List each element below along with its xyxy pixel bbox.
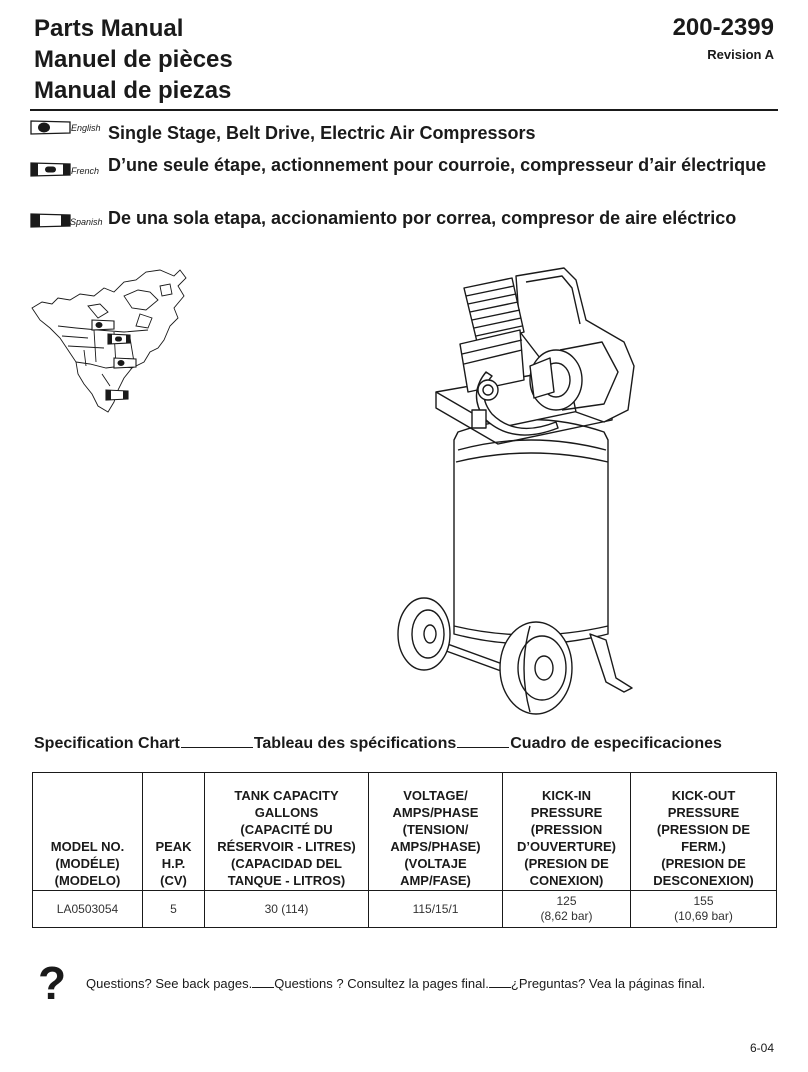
cell-model: LA0503054 <box>33 891 143 928</box>
spec-heading-french: Tableau des spécifications <box>253 735 457 752</box>
header-kick-out: KICK-OUT PRESSURE (PRESSION DE FERM.) (PRESION DE DESCONEXION) <box>631 773 777 891</box>
title-spanish: Manual de piezas <box>34 77 232 104</box>
questions-separator <box>252 977 274 988</box>
title-english: Parts Manual <box>34 15 184 42</box>
spec-table <box>32 772 777 928</box>
french-flag-icon <box>30 162 72 177</box>
cell-voltage: 115/15/1 <box>369 891 503 928</box>
cell-peak-hp: 5 <box>143 891 205 928</box>
table-row <box>33 891 777 928</box>
french-tag: French <box>71 166 100 176</box>
heading-separator <box>181 735 253 748</box>
air-compressor-illustration <box>380 262 648 718</box>
header-tank-capacity: TANK CAPACITY GALLONS (CAPACITÉ DU RÉSERVOIR - LITRES) (CAPACIDAD DEL TANQUE - LITROS) <box>205 773 369 891</box>
english-flag-icon <box>30 120 72 135</box>
description-spanish: De una sola etapa, accionamiento por correa, compresor de aire eléctrico <box>108 208 737 228</box>
spec-heading-english: Specification Chart <box>34 735 180 752</box>
english-tag: English <box>71 123 101 133</box>
questions-spanish: ¿Preguntas? Vea la páginas final. <box>510 976 706 991</box>
title-french: Manuel de pièces <box>34 46 233 73</box>
cell-tank-capacity: 30 (114) <box>205 891 369 928</box>
north-america-map-icon <box>28 266 196 418</box>
description-french: D’une seule étape, actionnement pour courroie, compresseur d’air électrique <box>108 155 767 175</box>
questions-french: Questions ? Consultez la pages final. <box>274 976 489 991</box>
cell-kick-in: 125 (8,62 bar) <box>503 891 631 928</box>
header-model: MODEL NO. (MODÉLE) (MODELO) <box>33 773 143 891</box>
spec-header-row <box>33 773 777 891</box>
spanish-tag: Spanish <box>70 217 103 227</box>
question-mark-icon: ? <box>38 957 67 1009</box>
cell-kick-out: 155 (10,69 bar) <box>631 891 777 928</box>
questions-line <box>86 976 705 991</box>
spec-heading-spanish: Cuadro de especificaciones <box>510 735 722 752</box>
heading-separator <box>457 735 509 748</box>
header-kick-in: KICK-IN PRESSURE (PRESSION D’OUVERTURE) (PRESION DE CONEXION) <box>503 773 631 891</box>
revision-label: Revision A <box>707 47 774 62</box>
spanish-flag-icon <box>30 213 72 228</box>
questions-separator <box>489 977 511 988</box>
header-voltage: VOLTAGE/ AMPS/PHASE (TENSION/ AMPS/PHASE) (VOLTAJE AMP/FASE) <box>369 773 503 891</box>
description-english: Single Stage, Belt Drive, Electric Air Compressors <box>108 123 536 143</box>
document-number: 200-2399 <box>672 14 774 41</box>
header-rule <box>30 109 778 111</box>
spec-chart-heading <box>34 735 722 753</box>
header-peak-hp: PEAK H.P. (CV) <box>143 773 205 891</box>
questions-english: Questions? See back pages. <box>86 976 253 991</box>
footer-date-code: 6-04 <box>749 1041 774 1055</box>
